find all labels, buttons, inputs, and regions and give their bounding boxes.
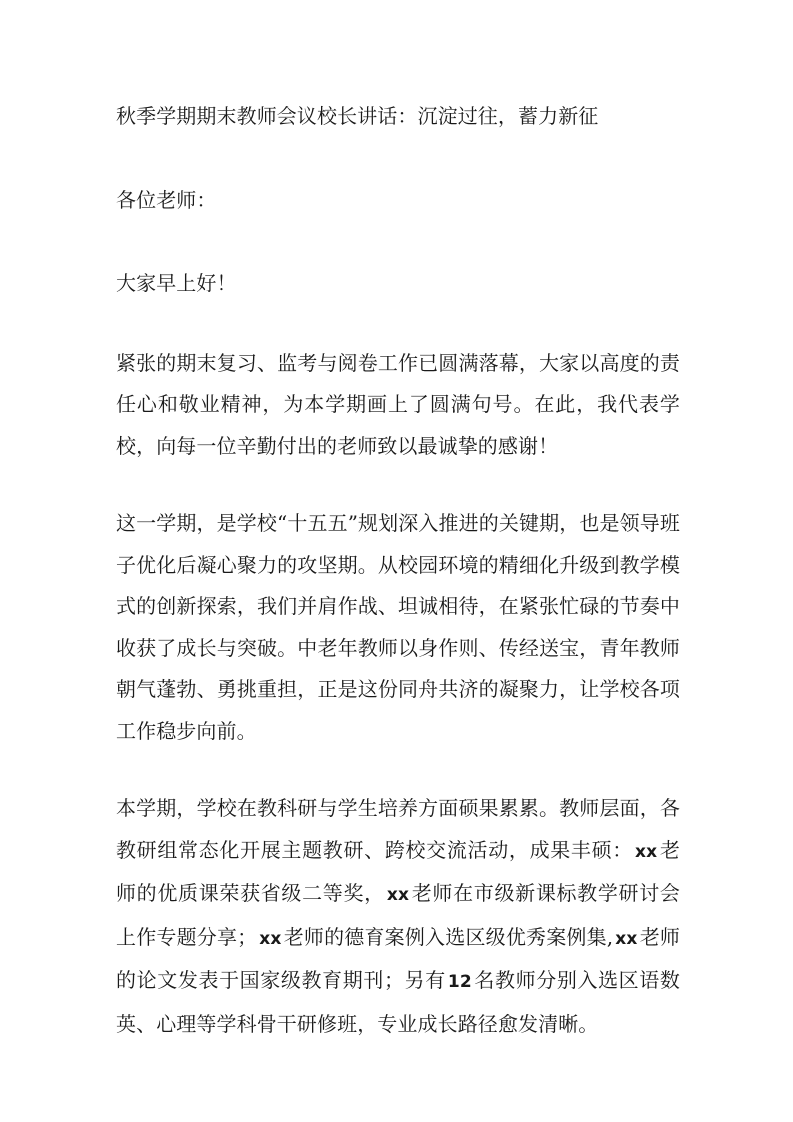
document-body <box>116 96 680 1045</box>
inline-token: xx <box>386 885 410 905</box>
inline-token: xx <box>634 841 658 862</box>
inline-token: xx <box>615 928 638 949</box>
greeting-line: 大家早上好！ <box>116 271 237 295</box>
inline-token: xx <box>259 928 282 949</box>
paragraph-thanks: 紧张的期末复习、监考与阅卷工作已圆满落幕，大家以高度的责任心和敬业精神，为本学期画上了圆满句号。在此，我代表学校，向每一位辛勤付出的老师致以最诚挚的感谢！ <box>116 350 680 458</box>
inline-token: 12 <box>447 972 472 992</box>
paragraph-semester-review: 这一学期，是学校“十五五”规划深入推进的关键期，也是领导班子优化后凝心聚力的攻坚期。从校园环境的精细化升级到教学模式的创新探索，我们并肩作战、坦诚相待，在紧张忙碌的节奏中收获了成长与突破。中老年教师以身作则、传经送宝，青年教师朝气蓬勃、勇挑重担，正是这份同舟共济的凝聚力，让学校各项工作稳步向前。 <box>116 511 680 743</box>
document-title: 秋季学期期末教师会议校长讲话：沉淀过往，蓄力新征 <box>116 104 599 128</box>
salutation-line: 各位老师： <box>116 187 217 212</box>
paragraph-achievements: 本学期，学校在教科研与学生培养方面硕果累累。教师层面，各教研组常态化开展主题教研、跨校交流活动，成果丰硕： xx 老师的优质课荣获省级二等奖， xx 老师在市级新课标教学研讨会上作专题分享； xx 老师的德育案例入选区级优秀案例集, xx 老师的论文发表于国家级教育期刊；另有 12 名教师分别入选区语数英、心理等学科骨干研修班，专业成长路径愈发清晰。 <box>116 796 681 1036</box>
